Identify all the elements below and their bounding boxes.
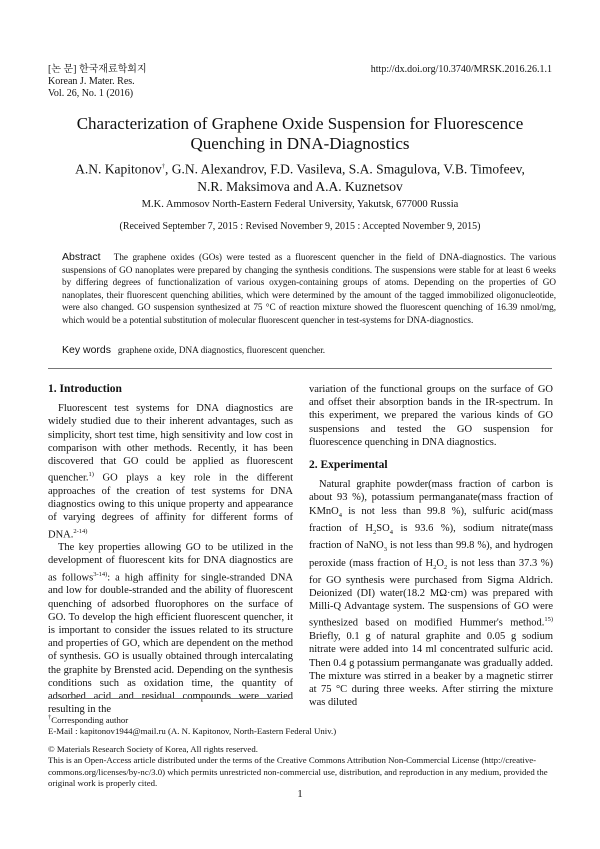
abstract-text: The graphene oxides (GOs) were tested as a fluorescent quencher in the field of DNA-diagnostics. The various suspensions of GO nanoplates were prepared by changing the synthesis conditions. The suspensions were stable for at least 6 weeks by differing degrees of functionalization of various oxygen-containing groups of atoms. Depending on the properties of GO nanoplates, their fluorescent quenching abilities, which were determined by the amount of the tagged immobilized oligonucleotide, were also changed. GO suspension synthesized at 75 °C of reaction mixture showed the fluorescent quenching of 16.39 nmol/mg, which would be a potential substitution of molecular fluorescent quencher in test-systems for DNA-diagnostics. [62,252,556,325]
abstract-label: Abstract [62,251,101,263]
right-column [309,383,553,709]
journal-header [48,64,147,100]
journal-korean-name: [논 문] 한국재료학회지 [48,64,147,75]
intro-paragraph-2: The key properties allowing GO to be utilized in the development of fluorescent kits for DNA diagnostics are as follows$^{3-14)}$: a high affinity for single-stranded DNA and low for double-stranded and the ability of fluorescent quenching of adsorbed fluorophores on the surface of GO. To develop the high efficient fluorescent quencher, it is important to consider the issues related to its structure and properties of GO, which are dependent on the method of synthesis. GO is usually obtained through intercalating the graphite by Brensted acid. Depending on the synthesis conditions such as oxidation time, the quantity of adsorbed acid and residual compounds were varied resulting in the [48,542,293,716]
intro-heading: 1. Introduction [48,383,122,395]
abstract [62,251,556,327]
page-number: 1 [297,788,303,800]
paper-title [40,114,560,154]
license-note: This is an Open-Access article distributed under the terms of the Creative Commons Attribution Non-Commercial License (http://creative-commons.org/licenses/by-nc/3.0) which permits unrestricted non-commercial use, distribution, and reproduction in any medium, provided the original work is properly cited. [48,755,548,789]
footnote-divider [48,698,293,699]
email-note: E-Mail : kapitonov1944@mail.ru (A. N. Kapitonov, North-Eastern Federal Univ.) [48,726,337,737]
author-line-1: A.N. Kapitonov†, G.N. Alexandrov, F.D. Vasileva, S.A. Smagulova, V.B. Timofeev, [75,161,525,177]
journal-english-name: Korean J. Mater. Res. [48,76,135,87]
footnotes [48,712,552,790]
keywords [62,344,556,356]
title-line-2: Quenching in DNA-Diagnostics [190,134,410,153]
title-line-1: Characterization of Graphene Oxide Suspension for Fluorescence [76,114,524,133]
experimental-paragraph: Natural graphite powder(mass fraction of carbon is about 93 %), potassium permanganate(mass fraction of KMnO$_4$ is not less than 99.8 %), sulfuric acid(mass fraction of $H_2SO_4$ is 93.6 %), sodium nitrate(mass fraction of NaNO$_3$ is not less than 99.8 %), and hydrogen peroxide (mass fraction of $H_2O_2$ is not less than 37.3 %) for GO synthesis were purchased from Sigma Aldrich. Deionized (DI) water(18.2 MΩ·cm) was prepared with Milli-Q Advantage system. The suspensions of GO were synthesized based on modified Hummer's method.$^{15)}$ Briefly, 0.1 g of natural graphite and 0.05 g sodium nitrate were added into 14 ml concentrated sulfuric acid. Then 0.4 g potassium permanganate was gradually added. The mixture was stirred in a beaker by a magnetic stirrer at 75 °C during three weeks. After stirring the mixture was diluted [309,479,554,709]
keywords-label: Key words [62,344,112,356]
corresponding-note: †Corresponding author [48,714,129,725]
journal-volume: Vol. 26, No. 1 (2016) [48,88,134,99]
received-dates: (Received September 7, 2015 : Revised November 9, 2015 : Accepted November 9, 2015) [119,221,481,232]
author-list [40,158,560,195]
abstract-divider [48,368,552,369]
doi-link[interactable]: http://dx.doi.org/10.3740/MRSK.2016.26.1.1 [370,64,552,75]
copyright-note: © Materials Research Society of Korea, All rights reserved. [48,743,258,754]
intro-paragraph-1: Fluorescent test systems for DNA diagnostics are widely studied due to their inherent advantages, such as simplicity, short test time, high sensitivity and low cost in comparison with other methods. Recently, it has been discovered that GO could be applied as fluorescent quencher.$^{1)}$ GO plays a key role in the different approaches of the creation of test systems for DNA diagnostics owing to this unique property and appearance of varying degrees of affinity for different forms of DNA.$^{2-14)}$ [48,403,293,541]
keywords-text: graphene oxide, DNA diagnostics, fluorescent quencher. [117,345,326,355]
experimental-heading: 2. Experimental [309,459,388,472]
author-line-2: N.R. Maksimova and A.A. Kuznetsov [197,178,403,194]
affiliation: M.K. Ammosov North-Eastern Federal University, Yakutsk, 677000 Russia [141,199,459,210]
corresponding-mark: † [161,163,166,170]
left-column [48,383,293,716]
intro-continuation: variation of the functional groups on the surface of GO and offset their absorption bands in the IR-spectrum. In this experiment, we prepared the various kinds of GO suspensions and tested the GO suspension for fluorescence quenching in DNA diagnostics. [309,384,553,448]
